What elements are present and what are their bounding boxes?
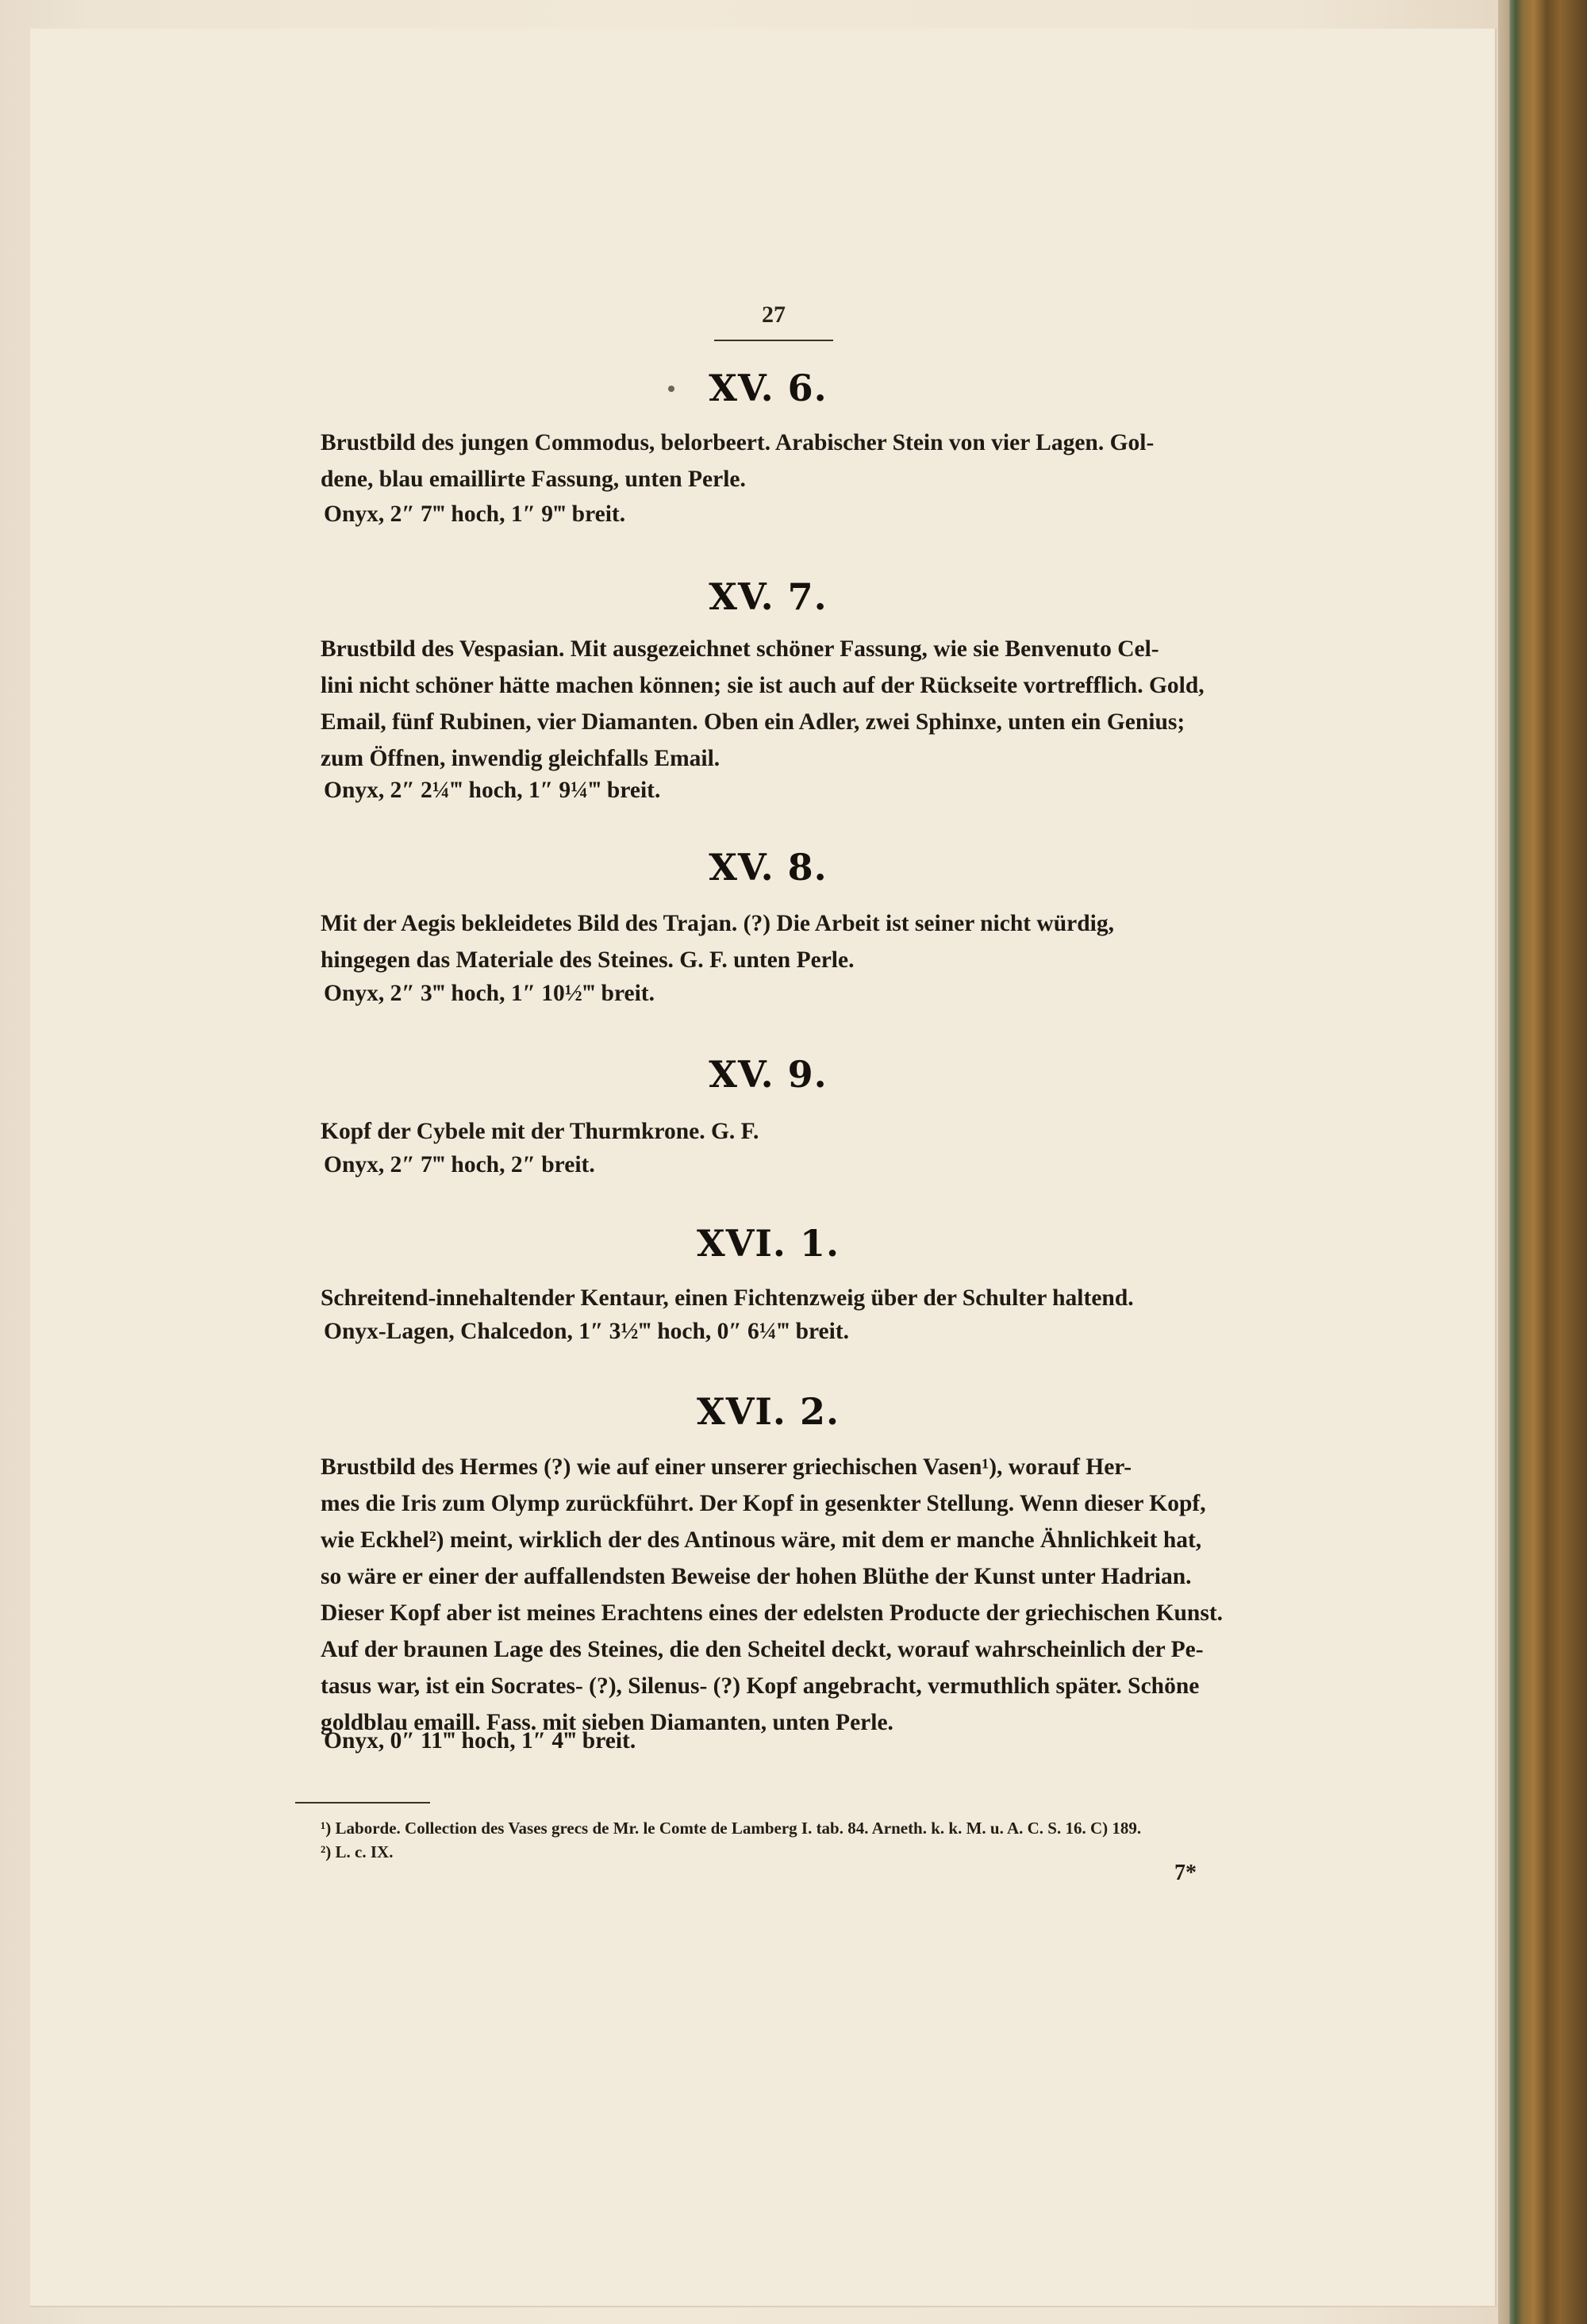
footnote-rule [295,1802,430,1804]
page-number-rule [714,340,833,341]
text-line: lini nicht schöner hätte machen können; sie ist auch auf der Rückseite vortrefflich. Gold, [321,673,1205,698]
section-text-xv-7 [321,631,1253,777]
signature-mark: 7* [1174,1861,1197,1885]
text-line: so wäre er einer der auffallendsten Beweise der hohen Blüthe der Kunst unter Hadrian. [321,1564,1192,1589]
section-text-xv-8 [321,905,1253,978]
text-line: Brustbild des Hermes (?) wie auf einer unserer griechischen Vasen¹), worauf Her- [321,1454,1132,1480]
text-line: mes die Iris zum Olymp zurückführt. Der Kopf in gesenkter Stellung. Wenn dieser Kopf, [321,1491,1206,1516]
book-cover-board [1498,0,1587,2324]
section-text-xv-9 [321,1113,1253,1150]
text-line: Brustbild des Vespasian. Mit ausgezeichnet schöner Fassung, wie sie Benvenuto Cel- [321,636,1159,662]
text-line: Schreitend-innehaltender Kentaur, einen Fichtenzweig über der Schulter haltend. [321,1285,1134,1311]
text-line: Email, fünf Rubinen, vier Diamanten. Oben ein Adler, zwei Sphinxe, unten ein Genius; [321,709,1185,735]
footnote-2: ²) L. c. IX. [321,1842,394,1861]
text-line: hingegen das Materiale des Steines. G. F. unten Perle. [321,947,855,973]
measurement-xv-9: Onyx, 2″ 7‴ hoch, 2″ breit. [324,1152,595,1177]
measurement-xv-7: Onyx, 2″ 2¼‴ hoch, 1″ 9¼‴ breit. [324,778,661,803]
text-line: Auf der braunen Lage des Steines, die den Scheitel deckt, worauf wahrscheinlich der Pe- [321,1637,1204,1662]
section-text-xvi-2 [321,1449,1253,1741]
text-line: dene, blau emaillirte Fassung, unten Perle. [321,467,746,492]
section-text-xvi-1 [321,1280,1253,1316]
text-line: Dieser Kopf aber ist meines Erachtens eines der edelsten Producte der griechischen Kunst. [321,1600,1224,1626]
section-heading-xv-6: XV. 6. [709,367,828,409]
text-line: tasus war, ist ein Socrates- (?), Silenus- (?) Kopf angebracht, vermuthlich später. Schöne [321,1673,1200,1699]
measurement-xv-6: Onyx, 2″ 7‴ hoch, 1″ 9‴ breit. [324,501,626,527]
section-heading-xv-8: XV. 8. [709,846,828,889]
text-line: goldblau emaill. Fass. mit sieben Diamanten, unten Perle. [321,1710,893,1735]
text-line: zum Öffnen, inwendig gleichfalls Email. [321,746,720,771]
measurement-xvi-2: Onyx, 0″ 11‴ hoch, 1″ 4‴ breit. [324,1728,636,1754]
section-text-xv-6 [321,424,1253,497]
measurement-xvi-1: Onyx-Lagen, Chalcedon, 1″ 3½‴ hoch, 0″ 6¼‴ breit. [324,1319,850,1344]
text-line: Kopf der Cybele mit der Thurmkrone. G. F. [321,1119,759,1144]
section-heading-xv-7: XV. 7. [709,575,828,618]
text-line: Brustbild des jungen Commodus, belorbeert. Arabischer Stein von vier Lagen. Gol- [321,430,1155,455]
section-heading-xv-9: XV. 9. [709,1053,828,1096]
page-number: 27 [762,302,786,328]
section-heading-xvi-1: XVI. 1. [697,1222,840,1265]
text-line: Mit der Aegis bekleidetes Bild des Trajan. (?) Die Arbeit ist seiner nicht würdig, [321,911,1114,936]
section-heading-xvi-2: XVI. 2. [697,1390,840,1433]
measurement-xv-8: Onyx, 2″ 3‴ hoch, 1″ 10½‴ breit. [324,981,655,1006]
text-line: wie Eckhel²) meint, wirklich der des Antinous wäre, mit dem er manche Ähnlichkeit hat, [321,1527,1202,1553]
footnote-1: ¹) Laborde. Collection des Vases grecs de Mr. le Comte de Lamberg I. tab. 84. Arneth. k. k. M. u. A. C. S. 16. C) 189. [321,1819,1142,1838]
